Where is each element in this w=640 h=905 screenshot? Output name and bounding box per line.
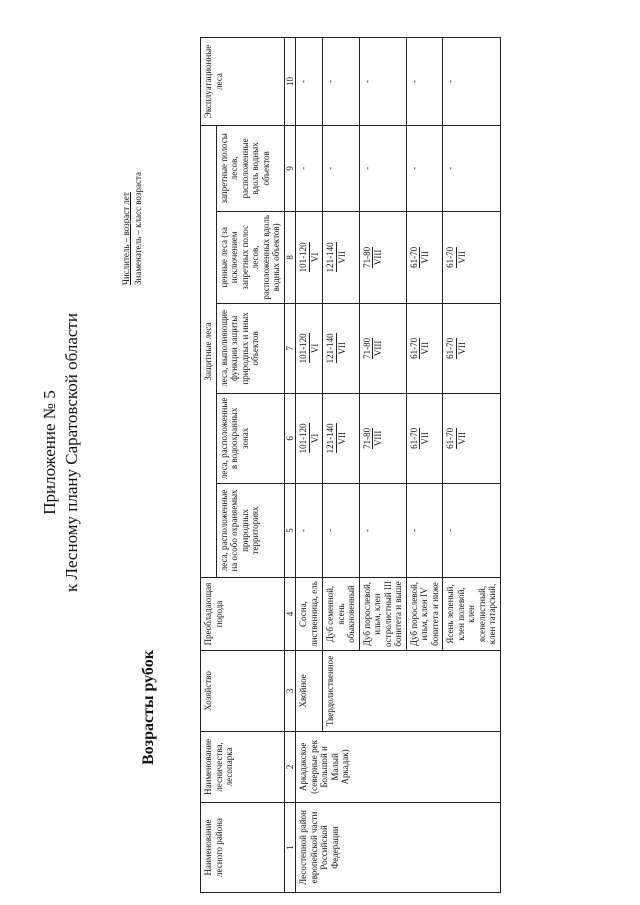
region-cell: Лесостепной район европейской части Российской Федерации: [296, 803, 501, 893]
page-title: Возрасты рубок: [140, 650, 157, 765]
value-cell: [296, 303, 323, 393]
col-number: 2: [284, 731, 296, 802]
value-cell: -: [296, 483, 323, 577]
value-cell: -: [443, 125, 501, 211]
age-years: 121-140: [325, 333, 335, 364]
value-cell: [296, 211, 323, 303]
age-class: VIII: [373, 340, 383, 357]
value-cell: [443, 393, 501, 483]
header-forestry: Наименование лесничества, лесопарка: [201, 731, 285, 802]
species-cell: Дуб порослевой, ильм, клен остролистный III бонитета и выше: [359, 578, 406, 651]
cutting-age-table: [200, 37, 501, 893]
value-cell: -: [296, 125, 323, 211]
species-cell: Дуб порослевой, ильм, клен IV бонитета и ниже: [406, 578, 443, 651]
col-number: 3: [284, 651, 296, 732]
header-col9: запретные полосы лесов, расположенные вдоль водных объектов: [216, 125, 284, 211]
age-years: 121-140: [325, 423, 335, 454]
value-cell: [359, 393, 406, 483]
value-cell: [323, 393, 360, 483]
col-number: 6: [284, 393, 296, 483]
value-cell: -: [359, 483, 406, 577]
age-class: VII: [336, 342, 347, 355]
header-col8: ценные леса (за исключением запретных полос лесов, расположенных вдоль водных объектов): [216, 211, 284, 303]
farm-cell: Хвойное: [296, 651, 323, 732]
age-years: 71-80: [361, 427, 372, 449]
appendix-line-2: к Лесному плану Саратовской области: [62, 313, 81, 592]
age-years: 61-70: [445, 246, 455, 268]
age-years: 101-120: [298, 333, 308, 364]
age-years: 101-120: [298, 423, 308, 454]
age-years: 61-70: [408, 246, 419, 268]
legend: [120, 172, 144, 285]
species-cell: Ясень зеленый, клен полевой, клен ясенелистный, клен татарский,: [443, 578, 501, 651]
age-class: VII: [336, 251, 347, 264]
age-years: 61-70: [445, 337, 455, 359]
forestry-cell: Аркадакское (северные рек Большой и Малый Аркадак): [296, 731, 501, 802]
header-protective: Защитные леса: [201, 125, 217, 577]
age-class: VI: [309, 252, 320, 263]
age-class: VII: [420, 432, 430, 445]
age-class: VII: [456, 251, 467, 264]
header-species: Преобладающая порода: [201, 578, 285, 651]
value-cell: -: [323, 483, 360, 577]
legend-denominator: Знаменатель – класс возраста: [133, 172, 143, 285]
header-col6: леса, расположенные в водоохранных зонах: [216, 393, 284, 483]
value-cell: -: [296, 38, 323, 126]
header-farm: Хозяйство: [201, 651, 285, 732]
farm-cell: Твердолиственное: [323, 651, 501, 732]
age-class: VII: [420, 342, 430, 355]
age-class: VII: [420, 251, 430, 264]
species-cell: Дуб семенной, ясень обыкновенный: [323, 578, 360, 651]
value-cell: [323, 303, 360, 393]
column-numbers-row: [284, 38, 296, 893]
value-cell: [406, 303, 443, 393]
age-class: VII: [336, 432, 347, 445]
value-cell: [359, 303, 406, 393]
col-number: 7: [284, 303, 296, 393]
header-row-1: [201, 38, 217, 893]
legend-numerator: Числитель – возраст лет: [121, 192, 131, 285]
value-cell: -: [359, 125, 406, 211]
value-cell: -: [323, 125, 360, 211]
col-number: 5: [284, 483, 296, 577]
col-number: 1: [284, 803, 296, 893]
age-years: 61-70: [445, 427, 455, 449]
age-class: VIII: [373, 249, 383, 266]
value-cell: -: [406, 38, 443, 126]
age-class: VI: [309, 343, 320, 354]
value-cell: [296, 393, 323, 483]
header-exploitation: Эксплуатационные леса: [201, 38, 285, 126]
value-cell: -: [406, 483, 443, 577]
appendix-line-1: Приложение № 5: [40, 390, 59, 515]
age-class: VIII: [373, 430, 383, 447]
value-cell: -: [323, 38, 360, 126]
header-col5: леса, расположенные на особо охраняемых природных территориях: [216, 483, 284, 577]
age-years: 121-140: [325, 242, 335, 273]
value-cell: [359, 211, 406, 303]
age-years: 61-70: [408, 427, 419, 449]
col-number: 8: [284, 211, 296, 303]
value-cell: [443, 303, 501, 393]
header-region: Наименование лесного района: [201, 803, 285, 893]
value-cell: [323, 211, 360, 303]
species-cell: Сосна, лиственница, ель: [296, 578, 323, 651]
value-cell: -: [443, 483, 501, 577]
value-cell: [406, 211, 443, 303]
value-cell: [443, 211, 501, 303]
table-row: [296, 38, 323, 893]
age-class: VII: [456, 432, 467, 445]
age-years: 61-70: [408, 337, 419, 359]
value-cell: -: [359, 38, 406, 126]
age-class: VI: [309, 433, 320, 444]
col-number: 10: [284, 38, 296, 126]
value-cell: -: [406, 125, 443, 211]
age-years: 71-80: [361, 337, 372, 359]
age-years: 71-80: [361, 246, 372, 268]
value-cell: -: [443, 38, 501, 126]
age-years: 101-120: [298, 242, 308, 273]
header-col7: леса, выполняющие функции защиты природных и иных объектов: [216, 303, 284, 393]
col-number: 4: [284, 578, 296, 651]
value-cell: [406, 393, 443, 483]
col-number: 9: [284, 125, 296, 211]
age-class: VII: [456, 342, 467, 355]
